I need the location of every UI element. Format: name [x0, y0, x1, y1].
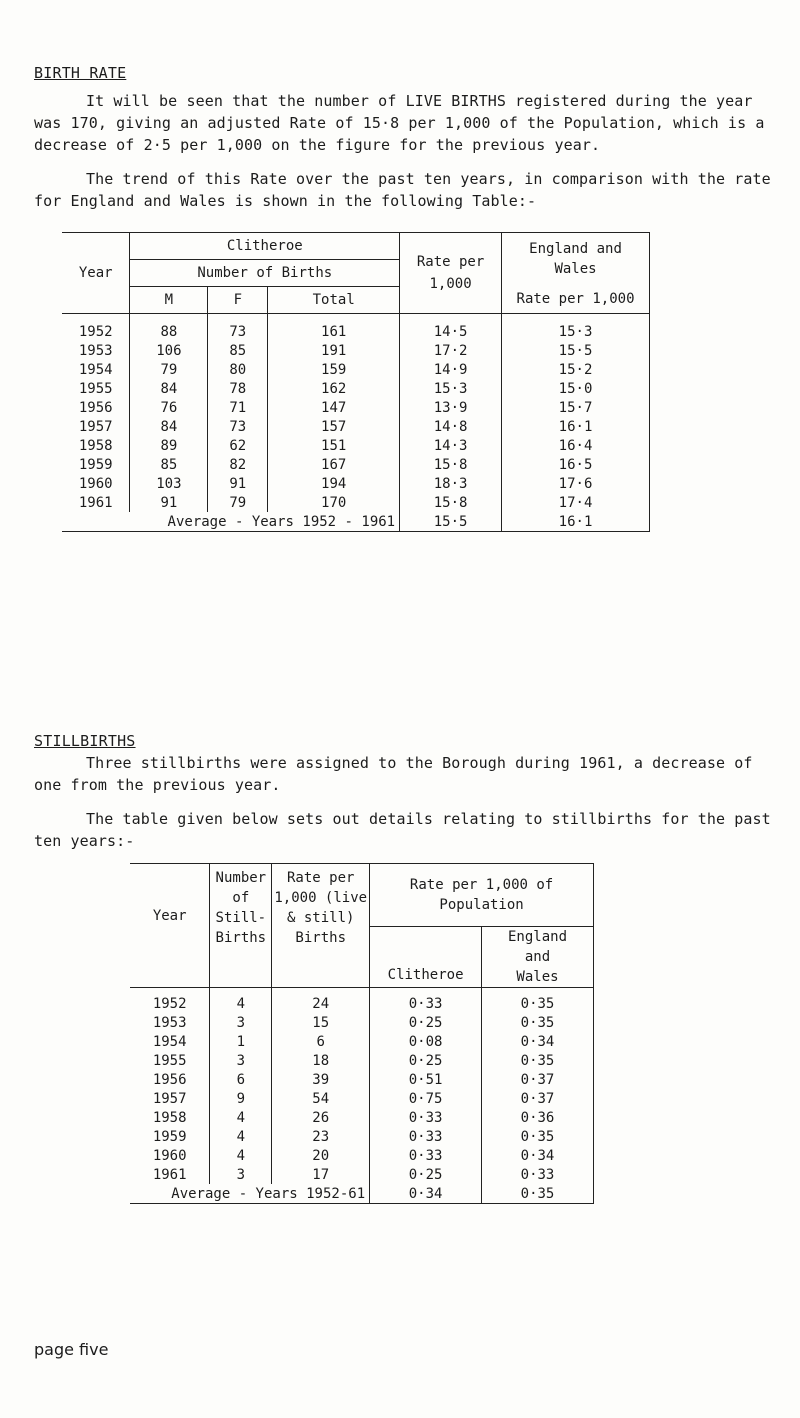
t2-cell-rate: 15: [272, 1013, 370, 1032]
t1-header-rate: Rate per 1,000: [400, 233, 502, 314]
t1-cell-m: 106: [130, 341, 208, 360]
t2-average-label: Average - Years 1952-61: [130, 1184, 370, 1204]
stillbirths-table: [130, 863, 594, 1204]
t1-cell-year: 1959: [62, 455, 130, 474]
t1-cell-rate: 15·8: [400, 455, 502, 474]
table-row: [62, 417, 650, 436]
t1-cell-year: 1954: [62, 360, 130, 379]
t2-cell-rate: 17: [272, 1165, 370, 1184]
t1-cell-m: 76: [130, 398, 208, 417]
t1-cell-f: 78: [208, 379, 268, 398]
t1-header-england: [502, 233, 650, 314]
table-row: [130, 988, 594, 1014]
page-footer: page five: [34, 1340, 109, 1359]
t1-cell-rate: 17·2: [400, 341, 502, 360]
t1-cell-england: 17·4: [502, 493, 650, 512]
t2-cell-year: 1953: [130, 1013, 210, 1032]
t2-cell-year: 1961: [130, 1165, 210, 1184]
t2-cell-clitheroe: 0·25: [370, 1051, 482, 1070]
stillbirths-heading: STILLBIRTHS: [34, 732, 136, 750]
t1-cell-m: 103: [130, 474, 208, 493]
t1-cell-m: 89: [130, 436, 208, 455]
t1-cell-rate: 13·9: [400, 398, 502, 417]
t2-cell-number: 3: [210, 1051, 272, 1070]
t1-cell-rate: 14·9: [400, 360, 502, 379]
t2-cell-number: 6: [210, 1070, 272, 1089]
table-row: [130, 1013, 594, 1032]
t2-cell-year: 1955: [130, 1051, 210, 1070]
t2-cell-number: 3: [210, 1165, 272, 1184]
t1-cell-total: 167: [268, 455, 400, 474]
t2-cell-clitheroe: 0·25: [370, 1165, 482, 1184]
birth-rate-paragraph-2: [34, 168, 774, 212]
t2-cell-rate: 18: [272, 1051, 370, 1070]
t1-cell-england: 17·6: [502, 474, 650, 493]
table-row: [130, 1127, 594, 1146]
t1-average-label: Average - Years 1952 - 1961: [62, 512, 400, 532]
t1-cell-total: 191: [268, 341, 400, 360]
t1-cell-m: 84: [130, 417, 208, 436]
t1-cell-year: 1961: [62, 493, 130, 512]
t1-cell-rate: 14·3: [400, 436, 502, 455]
t2-header-rate-live: Rate per 1,000 (live & still) Births: [272, 864, 370, 988]
birth-rate-heading: BIRTH RATE: [34, 64, 127, 82]
birth-rate-para1-text: It will be seen that the number of LIVE BIRTHS registered during the year was 170, giving an adjusted Rate of 15·8 per 1,000 of the Population, which is a decrease of 2·5 per 1,000 on the figure for the previous year.: [34, 92, 765, 154]
t2-cell-rate: 39: [272, 1070, 370, 1089]
t2-cell-clitheroe: 0·25: [370, 1013, 482, 1032]
t2-header-clitheroe: Clitheroe: [370, 927, 482, 988]
t2-cell-rate: 6: [272, 1032, 370, 1051]
t2-cell-clitheroe: 0·75: [370, 1089, 482, 1108]
t2-header-england: England and Wales: [482, 927, 594, 988]
stillbirths-paragraph-2: [34, 808, 774, 852]
t1-header-total: Total: [268, 287, 400, 314]
t1-cell-rate: 18·3: [400, 474, 502, 493]
t2-cell-number: 4: [210, 1127, 272, 1146]
table-row-average: [62, 512, 650, 532]
t2-cell-rate: 23: [272, 1127, 370, 1146]
t2-header-rate-pop: Rate per 1,000 of Population: [370, 864, 594, 927]
t1-cell-england: 15·3: [502, 314, 650, 342]
table-row: [62, 341, 650, 360]
t1-cell-year: 1953: [62, 341, 130, 360]
t2-cell-england: 0·35: [482, 1127, 594, 1146]
table-row: [130, 1032, 594, 1051]
t2-cell-clitheroe: 0·33: [370, 988, 482, 1014]
t1-cell-england: 15·7: [502, 398, 650, 417]
table-row: [130, 1108, 594, 1127]
t2-cell-year: 1959: [130, 1127, 210, 1146]
table-row: [130, 1089, 594, 1108]
t1-cell-f: 91: [208, 474, 268, 493]
t1-cell-rate: 14·8: [400, 417, 502, 436]
t2-cell-england: 0·34: [482, 1146, 594, 1165]
t2-cell-england: 0·35: [482, 1013, 594, 1032]
table-row: [62, 436, 650, 455]
t1-average-england: 16·1: [502, 512, 650, 532]
t1-cell-f: 73: [208, 314, 268, 342]
t1-cell-f: 85: [208, 341, 268, 360]
t1-header-england-rate: Rate per 1,000: [516, 291, 635, 307]
t1-header-m: M: [130, 287, 208, 314]
t2-cell-number: 4: [210, 1146, 272, 1165]
stillbirths-paragraph-1: [34, 752, 774, 796]
t1-header-year: Year: [62, 233, 130, 314]
t1-cell-total: 162: [268, 379, 400, 398]
birth-rate-paragraph-1: [34, 90, 774, 156]
t2-cell-year: 1958: [130, 1108, 210, 1127]
t1-header-clitheroe: Clitheroe: [130, 233, 400, 260]
table-row: [130, 1165, 594, 1184]
t1-body: [62, 314, 650, 532]
t2-cell-england: 0·35: [482, 988, 594, 1014]
t2-body: [130, 988, 594, 1204]
birth-rate-para2-text: The trend of this Rate over the past ten years, in comparison with the rate for England and Wales is shown in the following Table:-: [34, 170, 771, 210]
t2-cell-year: 1960: [130, 1146, 210, 1165]
t2-cell-number: 1: [210, 1032, 272, 1051]
t1-header-f: F: [208, 287, 268, 314]
stillbirths-para1-text: Three stillbirths were assigned to the Borough during 1961, a decrease of one from the previous year.: [34, 754, 753, 794]
t2-cell-clitheroe: 0·33: [370, 1108, 482, 1127]
t2-cell-england: 0·35: [482, 1051, 594, 1070]
t2-cell-clitheroe: 0·33: [370, 1146, 482, 1165]
t2-cell-rate: 54: [272, 1089, 370, 1108]
t1-cell-rate: 14·5: [400, 314, 502, 342]
t1-header-number-of-births: Number of Births: [130, 260, 400, 287]
t2-cell-year: 1954: [130, 1032, 210, 1051]
t1-cell-year: 1957: [62, 417, 130, 436]
t1-cell-year: 1952: [62, 314, 130, 342]
t1-cell-f: 82: [208, 455, 268, 474]
table-row-average: [130, 1184, 594, 1204]
t2-header-year: Year: [130, 864, 210, 988]
t2-average-england: 0·35: [482, 1184, 594, 1204]
t1-cell-total: 194: [268, 474, 400, 493]
t1-cell-m: 88: [130, 314, 208, 342]
t2-cell-england: 0·36: [482, 1108, 594, 1127]
t2-cell-rate: 24: [272, 988, 370, 1014]
t1-cell-year: 1960: [62, 474, 130, 493]
table-row: [62, 474, 650, 493]
t1-cell-total: 159: [268, 360, 400, 379]
t1-cell-total: 170: [268, 493, 400, 512]
t1-header-england-label: England and Wales: [529, 241, 622, 277]
t1-cell-m: 79: [130, 360, 208, 379]
t2-cell-year: 1956: [130, 1070, 210, 1089]
t1-cell-f: 71: [208, 398, 268, 417]
t1-cell-england: 15·0: [502, 379, 650, 398]
t1-cell-england: 16·4: [502, 436, 650, 455]
t1-cell-year: 1958: [62, 436, 130, 455]
t2-cell-clitheroe: 0·33: [370, 1127, 482, 1146]
table-row: [62, 455, 650, 474]
table-row: [130, 1146, 594, 1165]
t1-average-rate: 15·5: [400, 512, 502, 532]
t1-cell-rate: 15·8: [400, 493, 502, 512]
t1-cell-year: 1956: [62, 398, 130, 417]
table-row: [62, 398, 650, 417]
t1-cell-england: 15·5: [502, 341, 650, 360]
t2-average-clitheroe: 0·34: [370, 1184, 482, 1204]
t2-cell-rate: 20: [272, 1146, 370, 1165]
table-row: [62, 314, 650, 342]
t1-cell-m: 91: [130, 493, 208, 512]
t1-cell-rate: 15·3: [400, 379, 502, 398]
t1-cell-england: 16·5: [502, 455, 650, 474]
t1-cell-f: 62: [208, 436, 268, 455]
table-row: [130, 1070, 594, 1089]
stillbirths-para2-text: The table given below sets out details relating to stillbirths for the past ten years:-: [34, 810, 771, 850]
t1-cell-f: 80: [208, 360, 268, 379]
t2-cell-number: 9: [210, 1089, 272, 1108]
t1-cell-england: 16·1: [502, 417, 650, 436]
t2-cell-england: 0·33: [482, 1165, 594, 1184]
t2-cell-rate: 26: [272, 1108, 370, 1127]
t1-cell-england: 15·2: [502, 360, 650, 379]
birth-rate-table: [62, 232, 650, 532]
t1-cell-total: 147: [268, 398, 400, 417]
t2-cell-england: 0·37: [482, 1070, 594, 1089]
t2-cell-number: 4: [210, 1108, 272, 1127]
t2-cell-clitheroe: 0·51: [370, 1070, 482, 1089]
t1-cell-year: 1955: [62, 379, 130, 398]
table-row: [62, 379, 650, 398]
table-row: [130, 1051, 594, 1070]
t2-header-number: Number of Still-Births: [210, 864, 272, 988]
t1-cell-total: 157: [268, 417, 400, 436]
table-row: [62, 493, 650, 512]
t2-cell-england: 0·34: [482, 1032, 594, 1051]
t2-cell-year: 1952: [130, 988, 210, 1014]
t2-cell-clitheroe: 0·08: [370, 1032, 482, 1051]
t1-cell-total: 161: [268, 314, 400, 342]
t2-cell-england: 0·37: [482, 1089, 594, 1108]
table-row: [62, 360, 650, 379]
t2-cell-number: 4: [210, 988, 272, 1014]
t1-cell-m: 84: [130, 379, 208, 398]
t1-cell-m: 85: [130, 455, 208, 474]
t2-cell-year: 1957: [130, 1089, 210, 1108]
t1-cell-total: 151: [268, 436, 400, 455]
t1-cell-f: 73: [208, 417, 268, 436]
t1-cell-f: 79: [208, 493, 268, 512]
t2-cell-number: 3: [210, 1013, 272, 1032]
